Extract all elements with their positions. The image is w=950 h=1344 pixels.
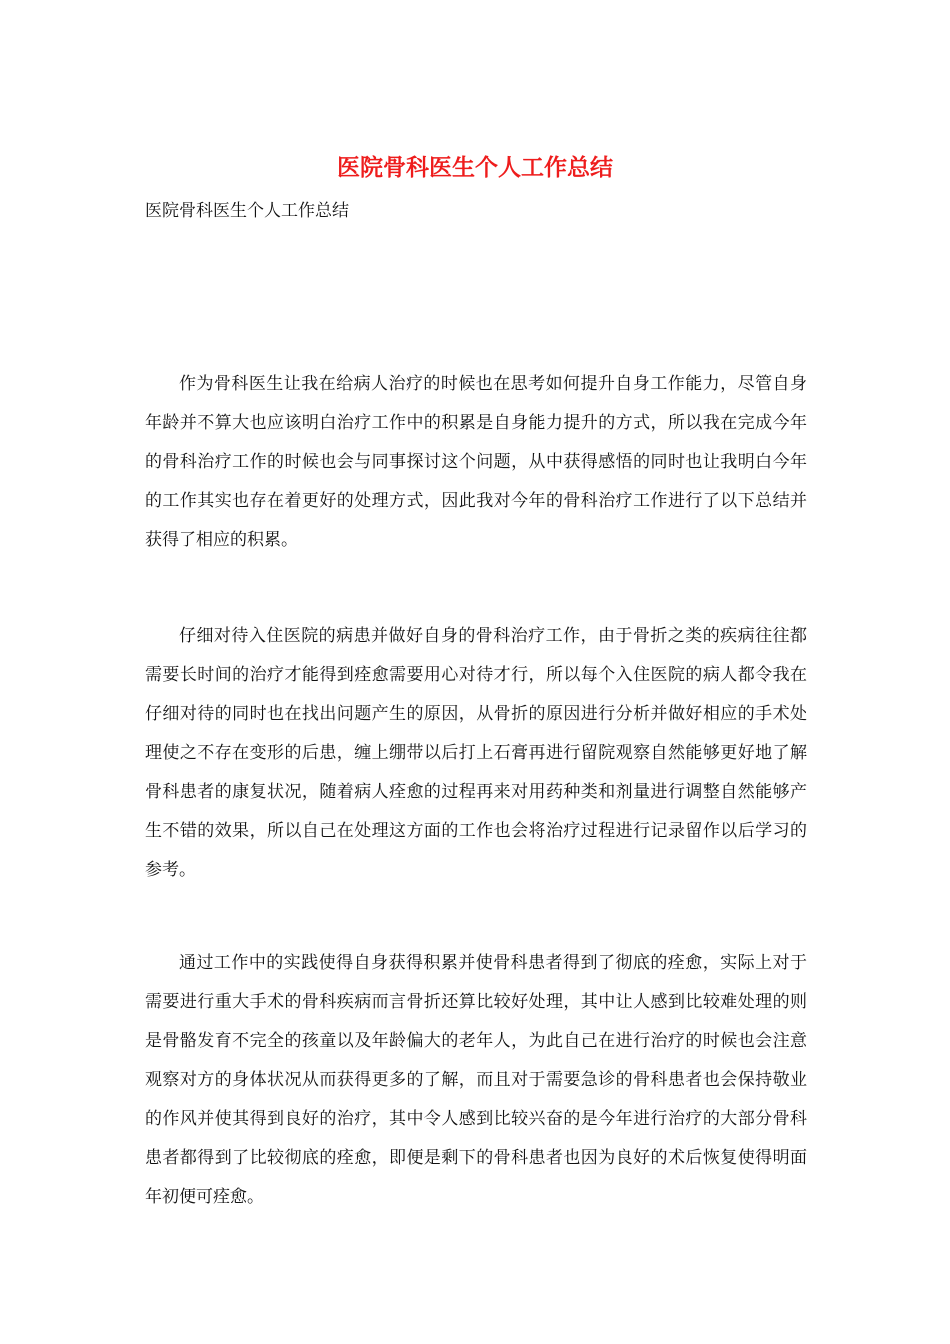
body-paragraph: 仔细对待入住医院的病患并做好自身的骨科治疗工作，由于骨折之类的疾病往往都需要长时间的治疗才能得到痊愈需要用心对待才行，所以每个入住医院的病人都令我在仔细对待的同时也在找出问题产生的原因，从骨折的原因进行分析并做好相应的手术处理使之不存在变形的后患，缠上绷带以后打上石膏再进行留院观察自然能够更好地了解骨科患者的康复状况，随着病人痊愈的过程再来对用药种类和剂量进行调整自然能够产生不错的效果，所以自己在处理这方面的工作也会将治疗过程进行记录留作以后学习的参考。 — [145, 626, 807, 880]
body-paragraph: 通过工作中的实践使得自身获得积累并使骨科患者得到了彻底的痊愈，实际上对于需要进行重大手术的骨科疾病而言骨折还算比较好处理，其中让人感到比较难处理的则是骨骼发育不完全的孩童以及年龄偏大的老年人，为此自己在进行治疗的时候也会注意观察对方的身体状况从而获得更多的了解，而且对于需要急诊的骨科患者也会保持敬业的作风并使其得到良好的治疗，其中令人感到比较兴奋的是今年进行治疗的大部分骨科患者都得到了比较彻底的痊愈，即便是剩下的骨科患者也因为良好的术后恢复使得明面年初便可痊愈。 — [145, 953, 807, 1207]
document-subtitle: 医院骨科医生个人工作总结 — [145, 201, 349, 221]
document-title: 医院骨科医生个人工作总结 — [337, 154, 613, 181]
body-paragraph: 作为骨科医生让我在给病人治疗的时候也在思考如何提升自身工作能力，尽管自身年龄并不算大也应该明白治疗工作中的积累是自身能力提升的方式，所以我在完成今年的骨科治疗工作的时候也会与同事探讨这个问题，从中获得感悟的同时也让我明白今年的工作其实也存在着更好的处理方式，因此我对今年的骨科治疗工作进行了以下总结并获得了相应的积累。 — [145, 374, 807, 550]
